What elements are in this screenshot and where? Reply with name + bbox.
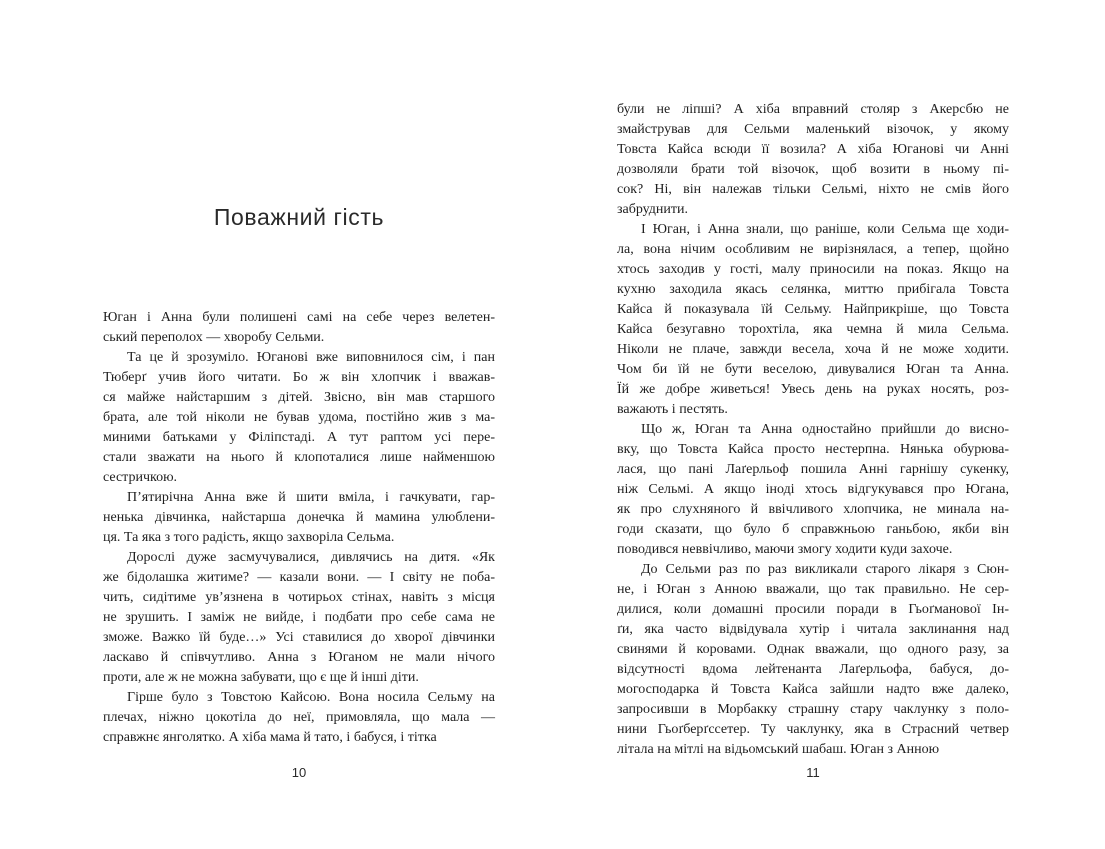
text-line: лася, що пані Лаґерльоф пошила Анні гарнішу сукенку, bbox=[617, 462, 1009, 477]
left-page-body bbox=[103, 308, 495, 748]
text-line: Їй же добре живеться! Увесь день на руках носять, роз- bbox=[617, 382, 1009, 397]
paragraph bbox=[617, 560, 1009, 760]
text-line: Юган і Анна були полишені самі на себе через велетен- bbox=[103, 310, 495, 325]
text-line: запросивши в Морбакку страшну стару чаклунку з поло- bbox=[617, 702, 1009, 717]
text-line: Що ж, Юган та Анна одностайно прийшли до висно- bbox=[641, 422, 1009, 437]
text-line: справжнє янголятко. А хіба мама й тато, і бабуся, і тітка bbox=[103, 730, 437, 745]
text-line: ся майже найстаршим з дітей. Звісно, він мав старшого bbox=[103, 390, 495, 405]
text-line: ла, вона нічим особливим не вирізнялася, а тепер, щойно bbox=[617, 242, 1009, 257]
text-line: сестричкою. bbox=[103, 470, 178, 485]
text-line: Товста Кайса всюди її возила? А хіба Юганові чи Анні bbox=[617, 142, 1009, 157]
text-line: Та це й зрозуміло. Юганові вже виповнилося сім, і пан bbox=[127, 350, 495, 365]
text-line: ця. Та яка з того радість, якщо захворіла Сельма. bbox=[103, 530, 395, 545]
text-line: брата, але той ніколи не бував удома, постійно жив з ма- bbox=[103, 410, 495, 425]
text-line: важають і пестять. bbox=[617, 402, 728, 417]
text-line: поводився неввічливо, маючи змогу ходити куди захоче. bbox=[617, 542, 953, 557]
paragraph bbox=[103, 548, 495, 688]
text-line: годи сказати, що було б справжньою ганьбою, якби він bbox=[617, 522, 1009, 537]
text-line: Дорослі дуже засмучувалися, дивлячись на дитя. «Як bbox=[127, 550, 495, 565]
text-line: плечах, ніжно цокотіла до неї, примовляла, що мала — bbox=[103, 710, 495, 725]
text-line: могосподарка й Товста Кайса зайшли надто вже далеко, bbox=[617, 682, 1009, 697]
page-number-left: 10 bbox=[291, 765, 307, 780]
text-line: Тюберґ учив його читати. Бо ж він хлопчик і вважав- bbox=[103, 370, 495, 385]
paragraph bbox=[617, 220, 1009, 420]
text-line: І Юган, і Анна знали, що раніше, коли Сельма ще ходи- bbox=[641, 222, 1009, 237]
paragraph bbox=[617, 100, 1009, 220]
paragraph bbox=[103, 488, 495, 548]
right-page bbox=[617, 0, 1009, 849]
paragraph bbox=[103, 348, 495, 488]
text-line: Ніколи не плаче, завжди весела, хоча й не може ходити. bbox=[617, 342, 1009, 357]
text-line: були не ліпші? А хіба вправний столяр з Акерсбю не bbox=[617, 102, 1009, 117]
text-line: ський переполох — хворобу Сельми. bbox=[103, 330, 325, 345]
text-line: Чом би їй не бути веселою, дивувалися Юган та Анна. bbox=[617, 362, 1009, 377]
text-line: літала на мітлі на відьомський шабаш. Юган з Анною bbox=[617, 742, 940, 757]
paragraph bbox=[103, 688, 495, 748]
text-line: сок? Ні, він належав тільки Сельмі, ніхто не смів його bbox=[617, 182, 1009, 197]
text-line: не зрушить. І заміж не вийде, і подбати про себе сама не bbox=[103, 610, 495, 625]
text-line: ласкаво й співчутливо. Анна з Юганом не мали нічого bbox=[103, 650, 495, 665]
text-line: змайстрував для Сельми маленький візочок, у якому bbox=[617, 122, 1009, 137]
left-page bbox=[103, 0, 495, 849]
text-line: стали зважати на нього й клопоталися лише найменшою bbox=[103, 450, 495, 465]
text-line: миними батьками у Філіпстаді. А тут раптом усі пере- bbox=[103, 430, 495, 445]
text-line: П’ятирічна Анна вже й шити вміла, і гачкувати, гар- bbox=[127, 490, 495, 505]
text-line: дозволяли брати той візочок, щоб возити в ньому пі- bbox=[617, 162, 1009, 177]
text-line: зможе. Важко їй буде…» Усі ставилися до хворої дівчинки bbox=[103, 630, 495, 645]
text-line: відсутності вдома лейтенанта Лаґерльофа, бабуся, до- bbox=[617, 662, 1009, 677]
text-line: нини Гьоґберґссетер. Ту чаклунку, яка в Страсний четвер bbox=[617, 722, 1009, 737]
text-line: ґи, яка часто відвідувала хутір і читала заклинання над bbox=[617, 622, 1009, 637]
text-line: ніж Сельмі. А якщо іноді хтось відгукувався про Югана, bbox=[617, 482, 1009, 497]
text-line: Кайса безугавно торохтіла, яка чемна й мила Сельма. bbox=[617, 322, 1009, 337]
text-line: забруднити. bbox=[617, 202, 689, 217]
chapter-title: Поважний гість bbox=[213, 204, 385, 230]
text-line: хтось заходив у гості, малу приносили на показ. Якщо на bbox=[617, 262, 1009, 277]
text-line: кухню заходила якась селянка, миттю прибігала Товста bbox=[617, 282, 1009, 297]
page-number-right: 11 bbox=[806, 765, 820, 780]
paragraph bbox=[617, 420, 1009, 560]
text-line: не, і Юган з Анною вважали, що так правильно. Не сер- bbox=[617, 582, 1009, 597]
text-line: вку, що Товста Кайса просто нестерпна. Нянька обурюва- bbox=[617, 442, 1009, 457]
text-line: як про слухняного й ввічливого хлопчика, не минала на- bbox=[617, 502, 1009, 517]
paragraph bbox=[103, 308, 495, 348]
text-line: же бідолашка житиме? — казали вони. — І світу не поба- bbox=[103, 570, 495, 585]
text-line: Кайса й показувала їй Сельму. Найприкріше, що Товста bbox=[617, 302, 1009, 317]
text-line: ненька дівчинка, найстарша донечка й мамина улюблени- bbox=[103, 510, 495, 525]
text-line: Гірше було з Товстою Кайсою. Вона носила Сельму на bbox=[127, 690, 495, 705]
text-line: свинями й коровами. Однак вважали, що одного разу, за bbox=[617, 642, 1009, 657]
text-line: проти, але ж не можна забувати, що є ще й інші діти. bbox=[103, 670, 419, 685]
text-line: До Сельми раз по раз викликали старого лікаря з Сюн- bbox=[641, 562, 1009, 577]
right-page-body bbox=[617, 100, 1009, 760]
text-line: чить, сидітиме ув’язнена в чотирьох стінах, навіть з місця bbox=[103, 590, 495, 605]
text-line: дилися, коли домашні просили поради в Гьоґманової Ін- bbox=[617, 602, 1009, 617]
